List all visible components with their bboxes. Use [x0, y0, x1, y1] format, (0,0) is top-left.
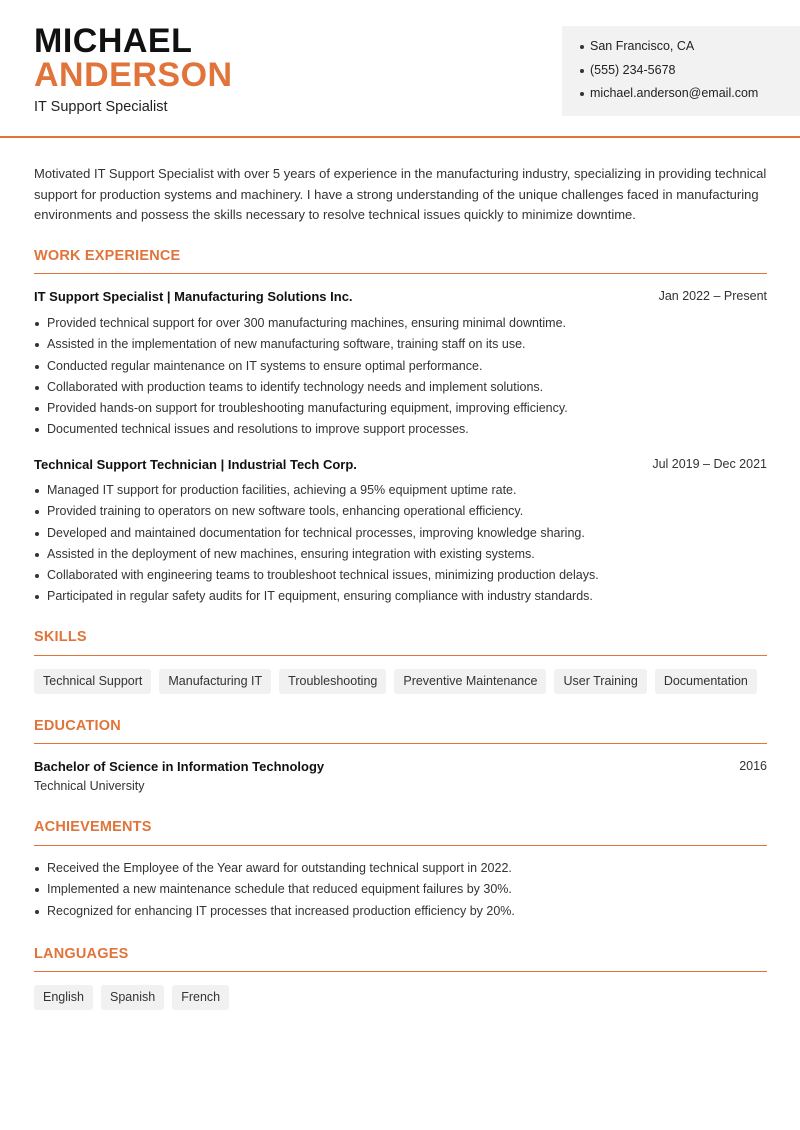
contact-email[interactable]: michael.anderson@email.com [580, 85, 800, 109]
section-divider [34, 273, 767, 274]
skill-tag: User Training [554, 669, 646, 694]
list-item: Received the Employee of the Year award for outstanding technical support in 2022. [34, 860, 767, 881]
achievements-list [34, 860, 767, 924]
job-header [34, 289, 767, 307]
summary-paragraph: Motivated IT Support Specialist with over 5 years of experience in the manufacturing industry, specializing in providing technical support for production systems and machinery. I have a strong understanding of the unique challenges faced in manufacturing environments and possess the skills necessary to resolve technical issues quickly to minimize downtime. [34, 166, 767, 223]
section-title-achievements: ACHIEVEMENTS [34, 819, 152, 835]
section-title-education: EDUCATION [34, 718, 121, 734]
job-title: IT Support Specialist [34, 99, 168, 115]
list-item: Managed IT support for production facilities, achieving a 95% equipment uptime rate. [34, 482, 767, 503]
list-item: Assisted in the implementation of new manufacturing software, training staff on its use. [34, 336, 767, 357]
first-name: MICHAEL [34, 22, 193, 60]
languages-list [34, 985, 229, 1010]
section-title-languages: LANGUAGES [34, 946, 129, 962]
skill-tag: Troubleshooting [279, 669, 386, 694]
skill-tag: Preventive Maintenance [394, 669, 546, 694]
section-title-skills: SKILLS [34, 629, 87, 645]
skill-tag: Technical Support [34, 669, 151, 694]
section-title-work: WORK EXPERIENCE [34, 248, 181, 264]
education-degree: Bachelor of Science in Information Technology [34, 759, 325, 774]
list-item: Collaborated with engineering teams to troubleshoot technical issues, minimizing production delays. [34, 567, 767, 588]
skills-list [34, 669, 757, 694]
section-divider [34, 743, 767, 744]
job-dates: Jan 2022 – Present [658, 289, 767, 303]
contact-phone: (555) 234-5678 [580, 62, 800, 86]
list-item: Provided training to operators on new software tools, enhancing operational efficiency. [34, 503, 767, 524]
job-role: IT Support Specialist | Manufacturing Solutions Inc. [34, 289, 353, 304]
job-header [34, 457, 767, 475]
resume-header [0, 0, 800, 138]
section-divider [34, 971, 767, 972]
list-item: Provided technical support for over 300 manufacturing machines, ensuring minimal downtime. [34, 315, 767, 336]
language-tag: Spanish [101, 985, 164, 1010]
list-item: Documented technical issues and resolutions to improve support processes. [34, 421, 767, 442]
skill-tag: Manufacturing IT [159, 669, 271, 694]
list-item: Conducted regular maintenance on IT systems to ensure optimal performance. [34, 358, 767, 379]
contact-box [562, 26, 800, 116]
list-item: Developed and maintained documentation for technical processes, improving knowledge sharing. [34, 525, 767, 546]
skill-tag: Documentation [655, 669, 757, 694]
job-bullets [34, 315, 767, 443]
language-tag: French [172, 985, 229, 1010]
list-item: Assisted in the deployment of new machines, ensuring integration with existing systems. [34, 546, 767, 567]
job-bullets [34, 482, 767, 610]
language-tag: English [34, 985, 93, 1010]
education-year: 2016 [739, 759, 767, 773]
job-dates: Jul 2019 – Dec 2021 [652, 457, 767, 471]
section-divider [34, 655, 767, 656]
list-item: Implemented a new maintenance schedule that reduced equipment failures by 30%. [34, 881, 767, 902]
list-item: Collaborated with production teams to identify technology needs and implement solutions. [34, 379, 767, 400]
section-divider [34, 845, 767, 846]
education-school: Technical University [34, 779, 145, 793]
list-item: Recognized for enhancing IT processes that increased production efficiency by 20%. [34, 903, 767, 924]
last-name: ANDERSON [34, 56, 233, 94]
job-role: Technical Support Technician | Industrial Tech Corp. [34, 457, 357, 472]
contact-location: San Francisco, CA [580, 38, 800, 62]
list-item: Provided hands-on support for troubleshooting manufacturing equipment, improving efficiency. [34, 400, 767, 421]
list-item: Participated in regular safety audits for IT equipment, ensuring compliance with industry standards. [34, 588, 767, 609]
